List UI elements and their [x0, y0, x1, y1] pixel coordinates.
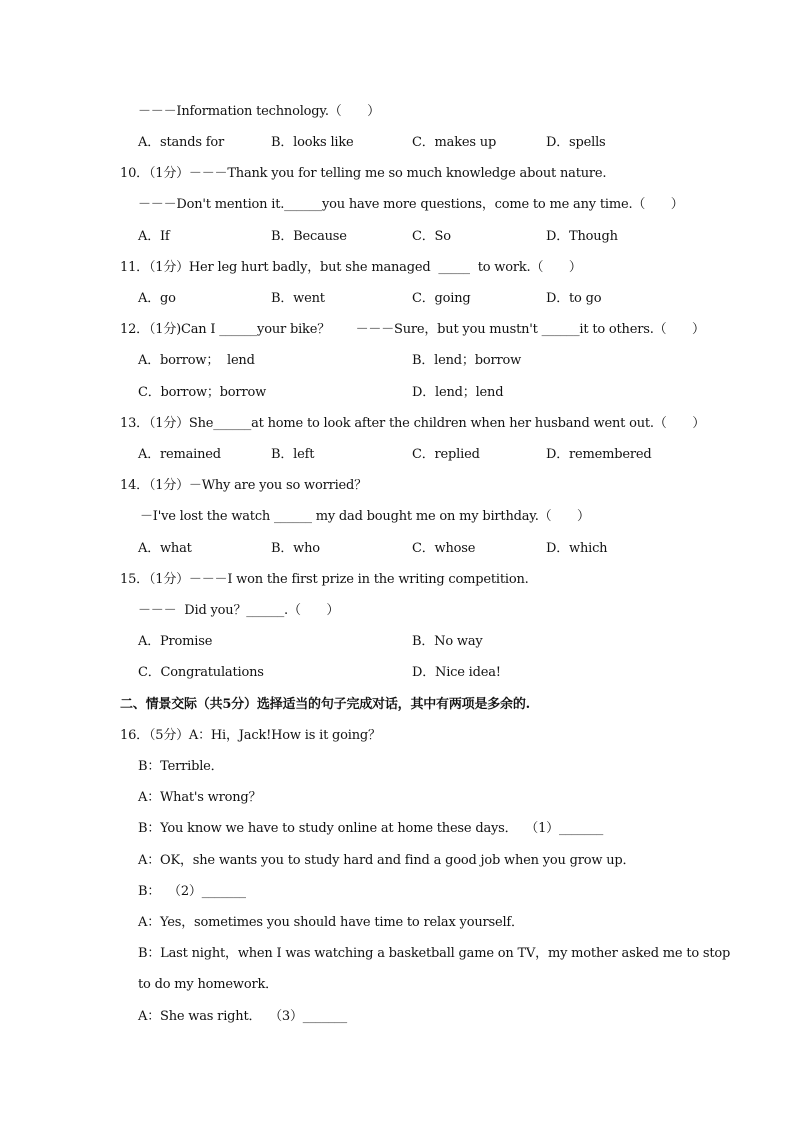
- q11-option-a: A．go: [138, 291, 176, 306]
- q13-option-c: C．replied: [412, 447, 480, 462]
- q14-option-a: A．what: [138, 541, 192, 556]
- q11-option-d: D．to go: [546, 291, 602, 306]
- q12-option-b: B．lend；borrow: [412, 353, 522, 368]
- q15-question: 15．（1分）－－－I won the first prize in the writing competition.: [120, 572, 529, 587]
- q13-option-b: B．left: [271, 447, 315, 462]
- q15-option-d: D．Nice idea!: [412, 665, 501, 680]
- q12-option-c: C．borrow；borrow: [138, 385, 267, 400]
- q9-option-a: A．stands for: [138, 135, 224, 150]
- q10-question: 10．（1分）－－－Thank you for telling me so much knowledge about nature.: [120, 166, 607, 181]
- q10-option-c: C．So: [412, 229, 451, 244]
- q13-question: 13．（1分）She______at home to look after the children when her husband went out.（ ）: [120, 416, 706, 431]
- q16-dialog-line-9: A：She was right． （3）_______: [138, 1009, 347, 1024]
- q15-option-b: B．No way: [412, 634, 483, 649]
- q15-option-a: A．Promise: [138, 634, 213, 649]
- q13-option-d: D．remembered: [546, 447, 652, 462]
- q16-question: 16．（5分）A：Hi，Jack!How is it going？: [120, 728, 381, 743]
- q14-option-c: C．whose: [412, 541, 476, 556]
- q16-dialog-line-6: A：Yes，sometimes you should have time to relax yourself．: [138, 915, 524, 930]
- q10-option-a: A．If: [138, 229, 170, 244]
- q16-dialog-line-7: B：Last night，when I was watching a basketball game on TV，my mother asked me to stop: [138, 946, 731, 961]
- q12-option-d: D．lend；lend: [412, 385, 504, 400]
- q9-option-d: D．spells: [546, 135, 606, 150]
- q11-option-b: B．went: [271, 291, 325, 306]
- q14-question: 14．（1分）－Why are you so worried？: [120, 478, 367, 493]
- q13-option-a: A．remained: [138, 447, 221, 462]
- q16-dialog-line-4: A：OK，she wants you to study hard and find a good job when you grow up．: [138, 853, 636, 868]
- q15-option-c: C．Congratulations: [138, 665, 264, 680]
- q11-option-c: C．going: [412, 291, 471, 306]
- q9-option-b: B．looks like: [271, 135, 354, 150]
- q14-response: －I've lost the watch ______ my dad bought me on my birthday.（ ）: [140, 509, 590, 524]
- q9-option-c: C．makes up: [412, 135, 497, 150]
- q10-option-b: B．Because: [271, 229, 347, 244]
- q9-prompt: －－－Information technology.（ ）: [138, 104, 380, 119]
- q16-dialog-line-5: B： （2）_______: [138, 884, 246, 899]
- q16-dialog-line-3: B：You know we have to study online at home these days． （1）_______: [138, 821, 604, 836]
- q12-option-a: A．borrow； lend: [138, 353, 255, 368]
- q14-option-d: D．which: [546, 541, 608, 556]
- q16-dialog-line-1: B：Terrible．: [138, 759, 224, 774]
- q11-question: 11．（1分）Her leg hurt badly，but she managed _____ to work.（ ）: [120, 260, 582, 275]
- q16-dialog-line-2: A：What's wrong？: [138, 790, 262, 805]
- q10-response: －－－Don't mention it.______you have more questions，come to me any time.（ ）: [138, 197, 684, 212]
- q15-response: －－－ Did you？______.（ ）: [138, 603, 340, 618]
- section-heading: 二、情景交际（共5分）选择适当的句子完成对话，其中有两项是多余的.: [120, 697, 530, 712]
- q12-question: 12．（1分)Can I ______your bike？ －－－Sure，but you mustn't ______it to others.（ ）: [120, 322, 705, 337]
- q10-option-d: D．Though: [546, 229, 618, 244]
- q14-option-b: B．who: [271, 541, 320, 556]
- q16-dialog-line-8: to do my homework．: [138, 977, 278, 992]
